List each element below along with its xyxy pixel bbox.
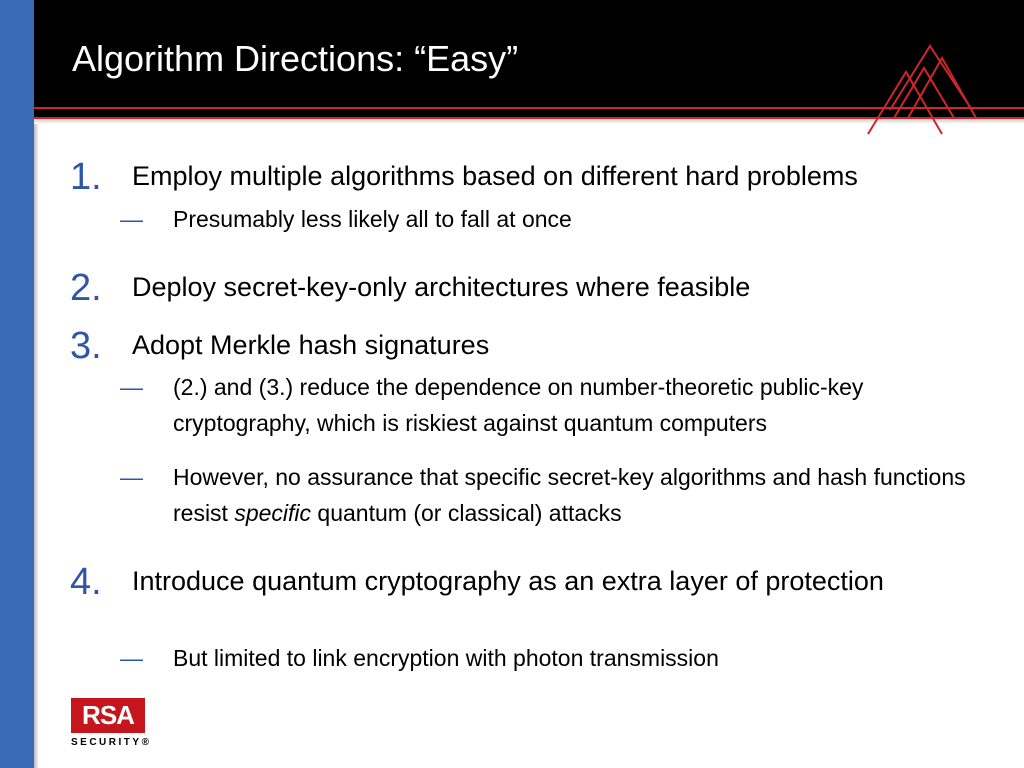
sub-text-before: However, no assurance that specific secret-key algorithms and hash functions resist	[173, 464, 966, 526]
sub-point-text: Presumably less likely all to fall at once	[173, 206, 572, 232]
registered-mark: ®	[141, 737, 152, 748]
emphasis-text: specific	[234, 500, 312, 526]
sub-point	[120, 640, 990, 676]
list-item-1	[70, 156, 990, 198]
dash-bullet: —	[120, 206, 143, 232]
logo-tagline-text: SECURITY	[71, 737, 142, 748]
sub-point	[120, 369, 990, 441]
list-item-3	[70, 325, 990, 367]
sub-point	[120, 459, 990, 531]
item-number: 3.	[70, 325, 102, 367]
slide-title: Algorithm Directions: “Easy”	[72, 38, 519, 79]
item-text: Introduce quantum cryptography as an extra layer of protection	[132, 566, 884, 596]
sub-point	[120, 201, 990, 237]
logo-tagline	[71, 737, 151, 748]
dash-bullet: —	[120, 464, 143, 490]
item-text: Adopt Merkle hash signatures	[132, 330, 490, 360]
rsa-logo-mark: RSA	[71, 698, 145, 733]
left-band-shadow	[34, 118, 39, 768]
dash-bullet: —	[120, 374, 143, 400]
dash-bullet: —	[120, 645, 143, 671]
sub-point-text: (2.) and (3.) reduce the dependence on number-theoretic public-key cryptography, which is riskiest against quantum computers	[173, 374, 864, 436]
sub-text-after: quantum (or classical) attacks	[311, 500, 622, 526]
list-item-2	[70, 267, 990, 309]
rsa-security-logo	[71, 698, 151, 748]
sub-point-text: But limited to link encryption with photon transmission	[173, 645, 719, 671]
item-number: 4.	[70, 561, 102, 603]
list-item-4	[70, 561, 990, 603]
sub-point-text	[173, 459, 990, 531]
item-text: Employ multiple algorithms based on different hard problems	[132, 161, 858, 191]
item-number: 1.	[70, 156, 102, 198]
item-text: Deploy secret-key-only architectures where feasible	[132, 272, 751, 302]
item-number: 2.	[70, 267, 102, 309]
